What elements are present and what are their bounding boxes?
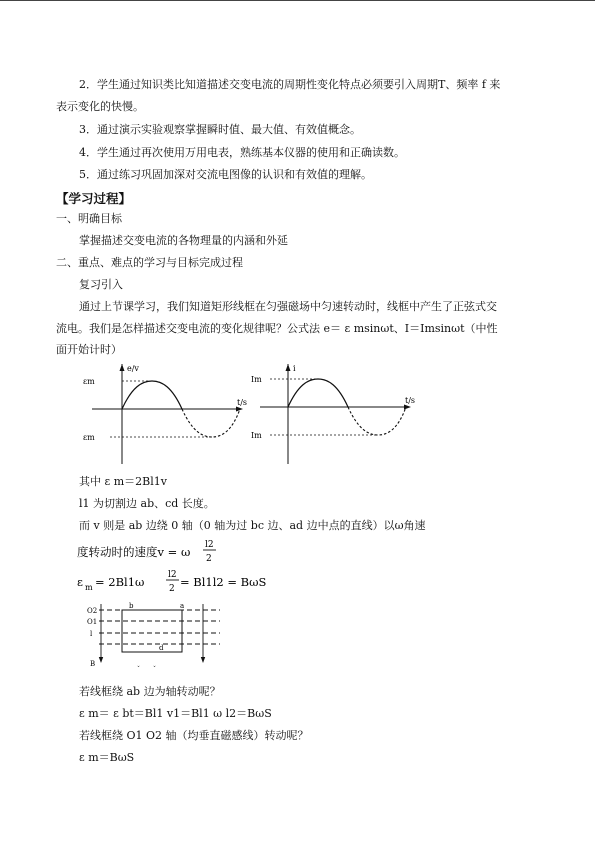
- l1-description: l1 为切割边 ab、cd 长度。: [79, 497, 215, 510]
- current-min-label: Im: [251, 431, 262, 440]
- emf-y-axis-label: e/v: [127, 364, 139, 373]
- review-para-line2: 流电。我们是怎样描述交变电流的变化规律呢？公式法 e＝ ε msinωt、I＝Imsinωt（中性: [56, 322, 498, 335]
- velocity-formula-den: 2: [206, 554, 212, 564]
- question-ab-axis: 若线框绕 ab 边为轴转动呢？: [79, 685, 221, 698]
- part1-heading: 一、明确目标: [56, 212, 122, 225]
- velocity-description: 而 v 则是 ab 边绕 0 轴（0 轴为过 bc 边、ad 边中点的直线）以ω角速: [79, 519, 426, 532]
- axis-o2-label: O2: [87, 607, 98, 615]
- svg-text:ˇ: ˇ: [153, 666, 156, 673]
- current-x-axis-label: t/s: [405, 396, 416, 405]
- emf-max-formula: 其中 ε m＝2Bl1v: [79, 475, 167, 488]
- rotating-frame-diagram: [85, 600, 235, 680]
- emf-derivation-sub: m: [85, 583, 93, 592]
- corner-d-label: d: [159, 644, 164, 652]
- emf-min-label: εm: [83, 433, 95, 442]
- corner-a-label: a: [180, 602, 185, 610]
- field-b-label: B: [90, 660, 96, 668]
- emf-x-axis-label: t/s: [237, 398, 248, 407]
- velocity-formula-num: l2: [205, 540, 214, 550]
- svg-text:ˇ: ˇ: [137, 666, 140, 673]
- axis-l-label: l: [90, 630, 93, 638]
- part2-heading: 二、重点、难点的学习与目标完成过程: [56, 256, 243, 269]
- objective-4: 4．学生通过再次使用万用电表，熟练基本仪器的使用和正确读数。: [79, 146, 405, 159]
- emf-derivation-lhs: ε: [77, 575, 83, 589]
- part1-text: 掌握描述交变电流的各物理量的内涵和外延: [79, 234, 288, 247]
- header-rule: [0, 0, 595, 1]
- emf-derivation-num: l2: [168, 570, 177, 580]
- review-para-line3: 面开始计时）: [56, 343, 122, 356]
- current-y-axis-label: i: [293, 364, 296, 373]
- current-sine-graph: [250, 362, 425, 467]
- emf-sine-graph: [80, 362, 255, 467]
- axis-o1-label: O1: [87, 618, 98, 626]
- corner-b-label: b: [129, 602, 134, 610]
- objective-5: 5．通过练习巩固加深对交流电图像的认识和有效值的理解。: [79, 168, 372, 181]
- question-o1o2-axis: 若线框绕 O1 O2 轴（均垂直磁感线）转动呢？: [79, 729, 309, 742]
- review-subheading: 复习引入: [79, 278, 123, 291]
- objective-3: 3．通过演示实验观察掌握瞬时值、最大值、有效值概念。: [79, 123, 361, 136]
- velocity-formula: [77, 536, 297, 566]
- emf-max-label: εm: [83, 377, 95, 386]
- emf-ab-axis-formula: ε m＝ ε bt＝Bl1 v1＝Bl1 ω l2＝BωS: [79, 707, 272, 720]
- emf-derivation-formula: [77, 568, 307, 598]
- current-max-label: Im: [251, 375, 262, 384]
- objective-2-line1: 2．学生通过知识类比知道描述交变电流的周期性变化特点必须要引入周期T、频率 f 来: [79, 78, 501, 91]
- review-para-line1: 通过上节课学习，我们知道矩形线框在匀强磁场中匀速转动时，线框中产生了正弦式交: [79, 300, 497, 313]
- emf-o1o2-formula: ε m＝BωS: [79, 751, 135, 764]
- velocity-formula-text: 度转动时的速度v = ω: [77, 545, 191, 559]
- emf-derivation-den: 2: [169, 584, 175, 594]
- emf-derivation-mid: = 2Bl1ω: [95, 575, 145, 589]
- objective-2-line2: 表示变化的快慢。: [56, 100, 144, 113]
- section-title: 【学习过程】: [56, 191, 132, 206]
- emf-derivation-rhs: = Bl1l2 = BωS: [180, 575, 267, 589]
